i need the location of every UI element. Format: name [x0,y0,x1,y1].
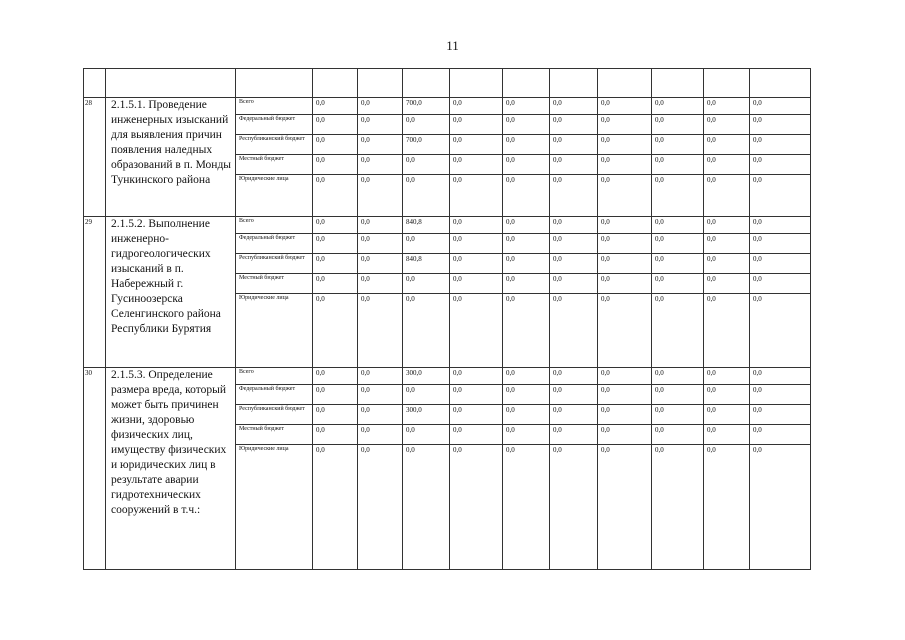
header-row [84,69,811,98]
funding-value: 0,0 [704,368,750,385]
funding-value: 0,0 [704,115,750,135]
table-row [84,217,811,234]
header-cell [550,69,598,98]
funding-value: 0,0 [450,368,503,385]
header-cell [313,69,358,98]
funding-value: 0,0 [550,135,598,155]
funding-value: 0,0 [704,385,750,405]
funding-value: 0,0 [503,294,550,368]
header-cell [652,69,704,98]
funding-value: 0,0 [652,385,704,405]
funding-value: 0,0 [358,98,403,115]
funding-value: 0,0 [750,135,811,155]
funding-value: 840,8 [403,217,450,234]
funding-value: 0,0 [403,155,450,175]
funding-source: Местный бюджет [236,274,313,294]
funding-value: 0,0 [704,175,750,217]
funding-value: 0,0 [652,425,704,445]
funding-value: 0,0 [503,254,550,274]
funding-value: 0,0 [358,368,403,385]
funding-value: 0,0 [403,445,450,570]
row-number: 29 [84,217,106,368]
funding-value: 0,0 [503,217,550,234]
funding-value: 0,0 [403,175,450,217]
funding-value: 0,0 [550,234,598,254]
funding-value: 0,0 [550,274,598,294]
funding-value: 0,0 [313,445,358,570]
funding-value: 0,0 [704,445,750,570]
funding-value: 0,0 [313,425,358,445]
funding-value: 0,0 [598,445,652,570]
funding-value: 0,0 [750,294,811,368]
funding-value: 0,0 [652,274,704,294]
funding-source: Республиканский бюджет [236,254,313,274]
funding-value: 0,0 [652,98,704,115]
header-cell [450,69,503,98]
funding-value: 0,0 [313,368,358,385]
funding-value: 0,0 [503,445,550,570]
funding-value: 700,0 [403,98,450,115]
funding-value: 0,0 [652,175,704,217]
funding-value: 0,0 [313,98,358,115]
funding-value: 0,0 [598,254,652,274]
funding-value: 0,0 [358,135,403,155]
activity-description: 2.1.5.2. Выполнение инженерно-гидрогеологических изысканий в п. Набережный г. Гусиноозерска Селенгинского района Республики Бурятия [106,217,236,368]
funding-source: Юридические лица [236,445,313,570]
funding-value: 0,0 [358,254,403,274]
funding-value: 0,0 [750,405,811,425]
funding-value: 0,0 [704,217,750,234]
funding-value: 0,0 [652,368,704,385]
funding-source: Федеральный бюджет [236,234,313,254]
header-cell [106,69,236,98]
funding-source: Республиканский бюджет [236,135,313,155]
funding-value: 0,0 [313,217,358,234]
funding-value: 0,0 [652,155,704,175]
funding-source: Юридические лица [236,294,313,368]
funding-value: 0,0 [598,135,652,155]
funding-value: 0,0 [704,254,750,274]
funding-value: 0,0 [503,115,550,135]
funding-value: 0,0 [598,175,652,217]
header-cell [236,69,313,98]
funding-source: Республиканский бюджет [236,405,313,425]
header-cell [403,69,450,98]
funding-value: 0,0 [652,217,704,234]
funding-value: 0,0 [503,274,550,294]
funding-value: 0,0 [313,294,358,368]
header-cell [84,69,106,98]
funding-value: 0,0 [358,294,403,368]
funding-value: 0,0 [450,294,503,368]
header-cell [750,69,811,98]
funding-value: 0,0 [598,274,652,294]
funding-value: 0,0 [450,445,503,570]
funding-value: 0,0 [550,217,598,234]
funding-value: 0,0 [503,234,550,254]
funding-value: 0,0 [598,155,652,175]
header-cell [503,69,550,98]
funding-value: 0,0 [750,425,811,445]
funding-value: 0,0 [652,405,704,425]
header-cell [358,69,403,98]
funding-value: 0,0 [403,425,450,445]
funding-value: 0,0 [503,175,550,217]
funding-value: 300,0 [403,405,450,425]
funding-value: 0,0 [598,405,652,425]
funding-value: 0,0 [750,234,811,254]
funding-value: 0,0 [358,274,403,294]
header-cell [704,69,750,98]
funding-value: 0,0 [450,135,503,155]
funding-value: 300,0 [403,368,450,385]
funding-value: 0,0 [750,368,811,385]
funding-value: 0,0 [403,234,450,254]
funding-value: 0,0 [750,445,811,570]
funding-value: 0,0 [358,445,403,570]
funding-value: 0,0 [450,175,503,217]
funding-source: Всего [236,217,313,234]
funding-value: 0,0 [704,274,750,294]
funding-value: 0,0 [450,234,503,254]
funding-value: 0,0 [313,175,358,217]
funding-value: 0,0 [450,217,503,234]
funding-value: 0,0 [403,294,450,368]
funding-value: 0,0 [550,385,598,405]
funding-value: 0,0 [403,274,450,294]
funding-source: Местный бюджет [236,425,313,445]
funding-value: 0,0 [652,254,704,274]
funding-value: 0,0 [450,405,503,425]
funding-value: 0,0 [358,217,403,234]
funding-value: 0,0 [652,234,704,254]
funding-value: 0,0 [358,234,403,254]
funding-value: 0,0 [704,155,750,175]
funding-value: 0,0 [313,155,358,175]
funding-value: 0,0 [550,155,598,175]
funding-value: 0,0 [358,385,403,405]
table-row [84,98,811,115]
row-number: 28 [84,98,106,217]
funding-value: 0,0 [750,254,811,274]
budget-table [83,68,811,570]
funding-value: 0,0 [450,425,503,445]
funding-source: Юридические лица [236,175,313,217]
funding-value: 0,0 [313,115,358,135]
funding-value: 0,0 [598,217,652,234]
funding-value: 0,0 [503,425,550,445]
funding-value: 0,0 [598,234,652,254]
funding-source: Всего [236,368,313,385]
funding-value: 0,0 [550,115,598,135]
funding-value: 0,0 [313,135,358,155]
funding-value: 0,0 [450,98,503,115]
funding-value: 0,0 [358,115,403,135]
funding-value: 0,0 [313,385,358,405]
funding-value: 0,0 [550,368,598,385]
funding-source: Всего [236,98,313,115]
table-row [84,368,811,385]
funding-value: 0,0 [313,234,358,254]
funding-value: 0,0 [750,115,811,135]
funding-value: 0,0 [704,98,750,115]
page-number: 11 [446,38,459,53]
funding-value: 0,0 [598,98,652,115]
funding-value: 0,0 [704,405,750,425]
funding-value: 0,0 [503,405,550,425]
funding-value: 0,0 [598,425,652,445]
funding-value: 0,0 [503,135,550,155]
funding-value: 700,0 [403,135,450,155]
funding-value: 0,0 [750,217,811,234]
funding-value: 0,0 [550,294,598,368]
funding-value: 840,8 [403,254,450,274]
funding-value: 0,0 [358,425,403,445]
funding-value: 0,0 [652,294,704,368]
header-cell [598,69,652,98]
funding-value: 0,0 [750,155,811,175]
funding-value: 0,0 [403,115,450,135]
funding-value: 0,0 [750,175,811,217]
funding-value: 0,0 [598,294,652,368]
funding-value: 0,0 [550,175,598,217]
activity-description: 2.1.5.1. Проведение инженерных изысканий для выявления причин появления наледных образований в п. Монды Тункинского района [106,98,236,217]
funding-value: 0,0 [503,385,550,405]
funding-value: 0,0 [313,405,358,425]
funding-value: 0,0 [450,254,503,274]
funding-value: 0,0 [313,254,358,274]
funding-value: 0,0 [750,385,811,405]
funding-value: 0,0 [598,368,652,385]
funding-value: 0,0 [503,98,550,115]
funding-source: Федеральный бюджет [236,385,313,405]
activity-description: 2.1.5.3. Определение размера вреда, который может быть причинен жизни, здоровью физических лиц, имуществу физических и юридических лиц в результате аварии гидротехнических сооружений в т.ч.: [106,368,236,570]
funding-value: 0,0 [704,135,750,155]
funding-value: 0,0 [358,405,403,425]
funding-value: 0,0 [598,385,652,405]
funding-value: 0,0 [503,368,550,385]
funding-value: 0,0 [598,115,652,135]
funding-value: 0,0 [450,274,503,294]
funding-value: 0,0 [550,445,598,570]
funding-value: 0,0 [652,115,704,135]
funding-value: 0,0 [750,98,811,115]
funding-value: 0,0 [313,274,358,294]
funding-value: 0,0 [550,405,598,425]
funding-value: 0,0 [704,234,750,254]
funding-value: 0,0 [450,115,503,135]
funding-value: 0,0 [403,385,450,405]
funding-value: 0,0 [750,274,811,294]
funding-value: 0,0 [358,175,403,217]
funding-value: 0,0 [704,425,750,445]
funding-value: 0,0 [450,385,503,405]
funding-value: 0,0 [503,155,550,175]
funding-value: 0,0 [358,155,403,175]
funding-value: 0,0 [450,155,503,175]
row-number: 30 [84,368,106,570]
funding-value: 0,0 [550,254,598,274]
funding-value: 0,0 [652,135,704,155]
funding-value: 0,0 [550,98,598,115]
funding-value: 0,0 [550,425,598,445]
funding-value: 0,0 [704,294,750,368]
funding-source: Местный бюджет [236,155,313,175]
funding-value: 0,0 [652,445,704,570]
funding-source: Федеральный бюджет [236,115,313,135]
